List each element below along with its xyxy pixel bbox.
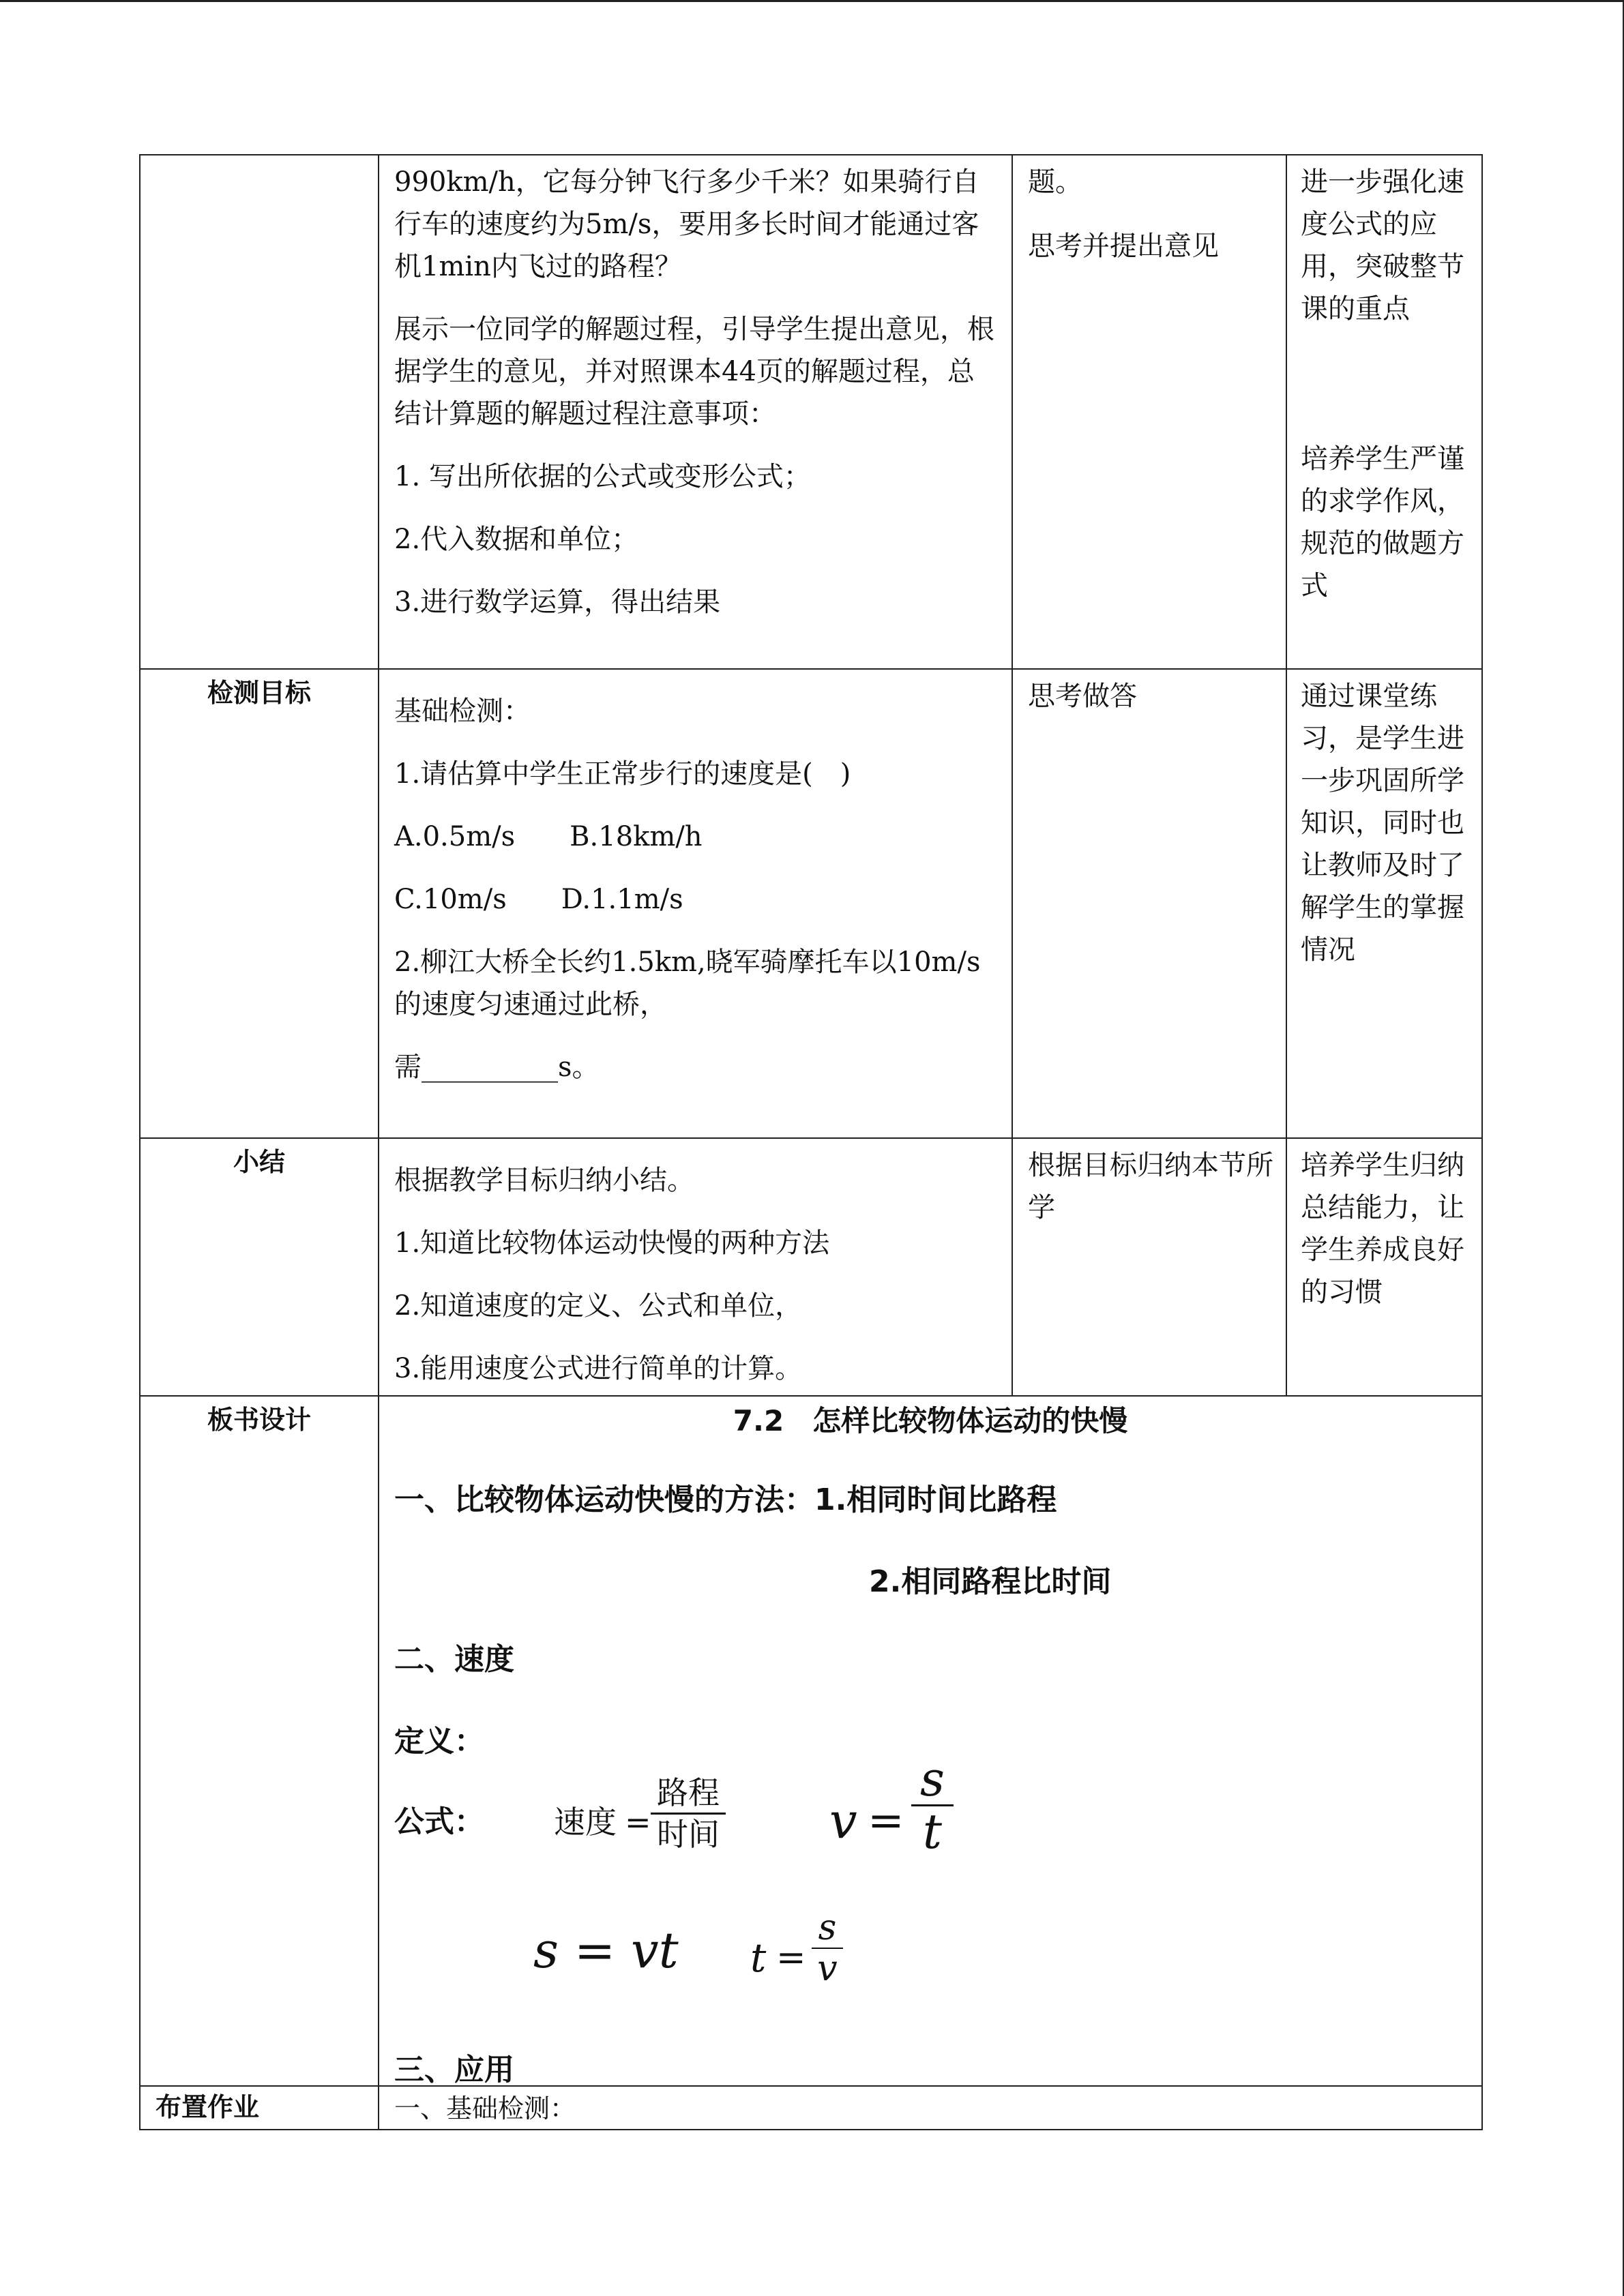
board-heading-2: 二、速度 <box>394 1642 514 1677</box>
formula-v-lhs: v <box>829 1792 857 1849</box>
design-intent-cell <box>1286 669 1482 1138</box>
board-title: 7.2 怎样比较物体运动的快慢 <box>733 1404 1128 1437</box>
teacher-activity-cell <box>379 1138 1012 1396</box>
table-row <box>140 1396 1482 2086</box>
board-design-cell <box>379 1396 1482 2086</box>
summary-line: 根据教学目标归纳小结。 <box>394 1165 694 1196</box>
test-line: C.10m/s D.1.1m/s <box>394 884 683 915</box>
step-2: 2.代入数据和单位； <box>394 524 639 555</box>
section-label-test: 检测目标 <box>207 678 311 708</box>
design-intent-a: 进一步强化速度公式的应用，突破整节课的重点 <box>1301 166 1464 325</box>
student-activity-cell <box>1012 669 1286 1138</box>
board-heading-1b: 2.相同路程比时间 <box>869 1564 1112 1599</box>
problem-text: 990km/h，它每分钟飞行多少千米？如果骑行自行车的速度约为5m/s，要用多长时间才能通过客机1min内飞过的路程？ <box>394 166 979 282</box>
summary-line: 1.知道比较物体运动快慢的两种方法 <box>394 1227 830 1259</box>
formula-s-equals-vt: s = vt <box>533 1922 679 1979</box>
formula-v-equals: = <box>868 1795 904 1846</box>
teacher-activity-cell <box>379 155 1012 669</box>
formula-t-equals: = <box>776 1937 806 1978</box>
table-row <box>140 155 1482 669</box>
student-activity: 根据目标归纳本节所学 <box>1028 1150 1273 1223</box>
teacher-activity-cell <box>379 669 1012 1138</box>
formula-v-denominator: t <box>922 1804 943 1860</box>
design-intent: 通过课堂练习，是学生进一步巩固所学知识，同时也让教师及时了解学生的掌握情况 <box>1301 681 1464 966</box>
word-formula-lhs: 速度 <box>554 1804 617 1840</box>
section-label-board: 板书设计 <box>207 1405 311 1435</box>
label-cell <box>140 1396 379 2086</box>
design-intent-cell <box>1286 1138 1482 1396</box>
student-activity-cell <box>1012 1138 1286 1396</box>
design-intent-cell <box>1286 155 1482 669</box>
homework-text: 一、基础检测： <box>394 2093 576 2123</box>
test-line: 2.柳江大桥全长约1.5km,晓军骑摩托车以10m/s的速度匀速通过此桥， <box>394 946 981 1020</box>
table-row <box>140 1138 1482 1396</box>
formula-t-fraction <box>812 1908 843 1988</box>
formula-t-numerator: s <box>818 1907 837 1948</box>
design-intent: 培养学生归纳总结能力，让学生养成良好的习惯 <box>1301 1150 1464 1308</box>
student-activity-b: 思考并提出意见 <box>1028 230 1219 262</box>
discussion-text: 展示一位同学的解题过程，引导学生提出意见，根据学生的意见，并对照课本44页的解题过程，总结计算题的解题过程注意事项： <box>394 314 994 430</box>
lesson-plan-table <box>139 154 1483 2130</box>
summary-line: 3.能用速度公式进行简单的计算。 <box>394 1353 803 1384</box>
step-3: 3.进行数学运算，得出结果 <box>394 586 721 618</box>
board-heading-3: 三、应用 <box>394 2053 514 2087</box>
test-line: 基础检测： <box>394 696 531 727</box>
section-label-homework: 布置作业 <box>156 2092 260 2122</box>
label-cell-empty <box>140 155 379 669</box>
label-cell <box>140 2086 379 2130</box>
test-line: A.0.5m/s B.18km/h <box>394 821 703 852</box>
homework-cell <box>379 2086 1482 2130</box>
board-formula-label: 公式： <box>394 1804 484 1839</box>
formula-v-fraction <box>911 1751 954 1860</box>
word-formula-equals: = <box>625 1804 651 1840</box>
word-formula-numerator: 路程 <box>657 1774 720 1811</box>
table-row <box>140 2086 1482 2130</box>
label-cell <box>140 669 379 1138</box>
step-1: 1. 写出所依据的公式或变形公式； <box>394 461 811 492</box>
board-definition-label: 定义： <box>394 1724 484 1759</box>
student-activity: 思考做答 <box>1028 681 1137 712</box>
section-label-summary: 小结 <box>233 1147 285 1177</box>
formula-v-numerator: s <box>920 1751 945 1807</box>
test-line: 1.请估算中学生正常步行的速度是( ) <box>394 758 851 790</box>
formula-t-lhs: t <box>750 1935 767 1981</box>
student-activity-a: 题。 <box>1028 166 1082 198</box>
label-cell <box>140 1138 379 1396</box>
word-formula-fraction <box>651 1773 726 1854</box>
board-heading-1: 一、比较物体运动快慢的方法：1.相同时间比路程 <box>394 1482 1057 1517</box>
word-formula-denominator: 时间 <box>657 1816 720 1853</box>
student-activity-cell <box>1012 155 1286 669</box>
table-row <box>140 669 1482 1138</box>
test-line: 需__________s。 <box>394 1052 600 1083</box>
design-intent-b: 培养学生严谨的求学作风，规范的做题方式 <box>1301 443 1464 601</box>
summary-line: 2.知道速度的定义、公式和单位， <box>394 1290 803 1322</box>
formula-t-denominator: v <box>817 1948 838 1989</box>
